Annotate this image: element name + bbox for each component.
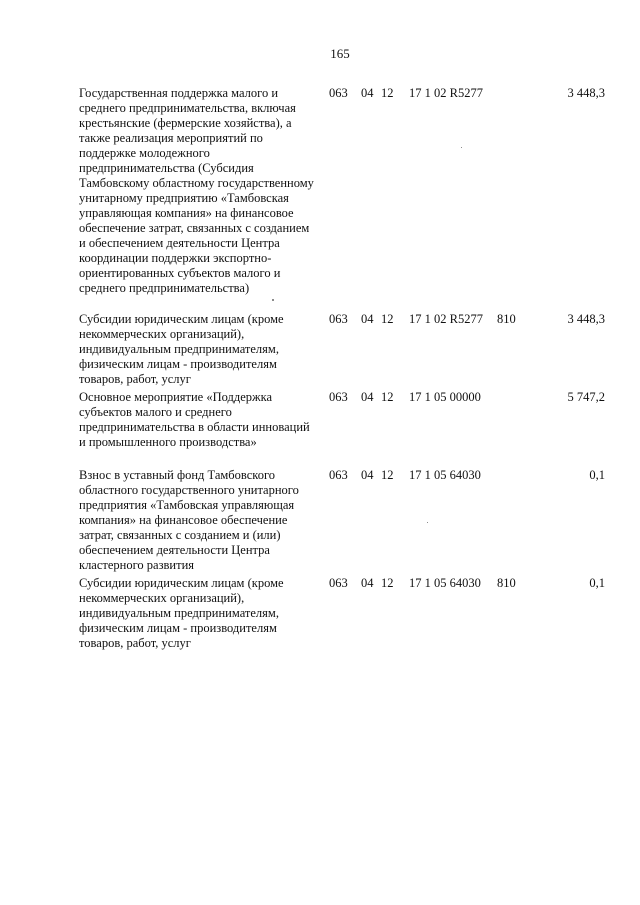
section-code: 04: [361, 86, 374, 100]
amount: 5 747,2: [567, 390, 605, 404]
section-code: 04: [361, 468, 374, 482]
row-description-text: Субсидии юридическим лицам (кроме некоммерческих организаций), индивидуальным предпринимателям, физическим лицам - производителям товаров, работ, услуг: [79, 576, 284, 650]
target-article-code: 17 1 05 64030: [409, 576, 481, 590]
amount: 3 448,3: [567, 312, 605, 326]
ministry-code: 063: [329, 576, 348, 590]
row-description: [79, 86, 315, 296]
row-description: [79, 468, 315, 573]
page-number: 165: [330, 46, 350, 61]
subsection-code: 12: [381, 468, 394, 482]
row-description: [79, 312, 315, 387]
target-article-code: 17 1 02 R5277: [409, 86, 483, 100]
subsection-code: 12: [381, 312, 394, 326]
ministry-code: 063: [329, 86, 348, 100]
ministry-code: 063: [329, 468, 348, 482]
section-code: 04: [361, 312, 374, 326]
amount: 3 448,3: [567, 86, 605, 100]
row-description-text: Государственная поддержка малого и среднего предпринимательства, включая крестьянские (фермерские хозяйства), а также реализация мероприятий по поддержке молодежного предпринимательства (Субсидия Тамбовскому областному государственному унитарному предприятию «Тамбовская управляющая компания» на финансовое обеспечение затрат, связанных с созданием и обеспечением деятельности Центра координации поддержки экспортно-ориентированных субъектов малого и среднего предпринимательства): [79, 86, 314, 295]
amount: 0,1: [589, 576, 605, 590]
subsection-code: 12: [381, 86, 394, 100]
scan-speck: [461, 147, 462, 148]
ministry-code: 063: [329, 390, 348, 404]
scan-speck: [427, 522, 428, 523]
subsection-code: 12: [381, 390, 394, 404]
row-description-text: Основное мероприятие «Поддержка субъектов малого и среднего предпринимательства в области инноваций и промышленного производства»: [79, 390, 310, 449]
section-code: 04: [361, 576, 374, 590]
expense-type-code: 810: [497, 576, 516, 590]
row-description-text: Субсидии юридическим лицам (кроме некоммерческих организаций), индивидуальным предпринимателям, физическим лицам - производителям товаров, работ, услуг: [79, 312, 284, 386]
section-code: 04: [361, 390, 374, 404]
target-article-code: 17 1 05 64030: [409, 468, 481, 482]
amount: 0,1: [589, 468, 605, 482]
scan-speck: [272, 299, 274, 301]
expense-type-code: 810: [497, 312, 516, 326]
row-description: [79, 576, 315, 651]
row-description-text: Взнос в уставный фонд Тамбовского областного государственного унитарного предприятия «Тамбовская управляющая компания» на финансовое обеспечение затрат, связанных с созданием и (или) обеспечением деятельности Центра кластерного развития: [79, 468, 299, 572]
target-article-code: 17 1 05 00000: [409, 390, 481, 404]
subsection-code: 12: [381, 576, 394, 590]
ministry-code: 063: [329, 312, 348, 326]
target-article-code: 17 1 02 R5277: [409, 312, 483, 326]
row-description: [79, 390, 315, 450]
